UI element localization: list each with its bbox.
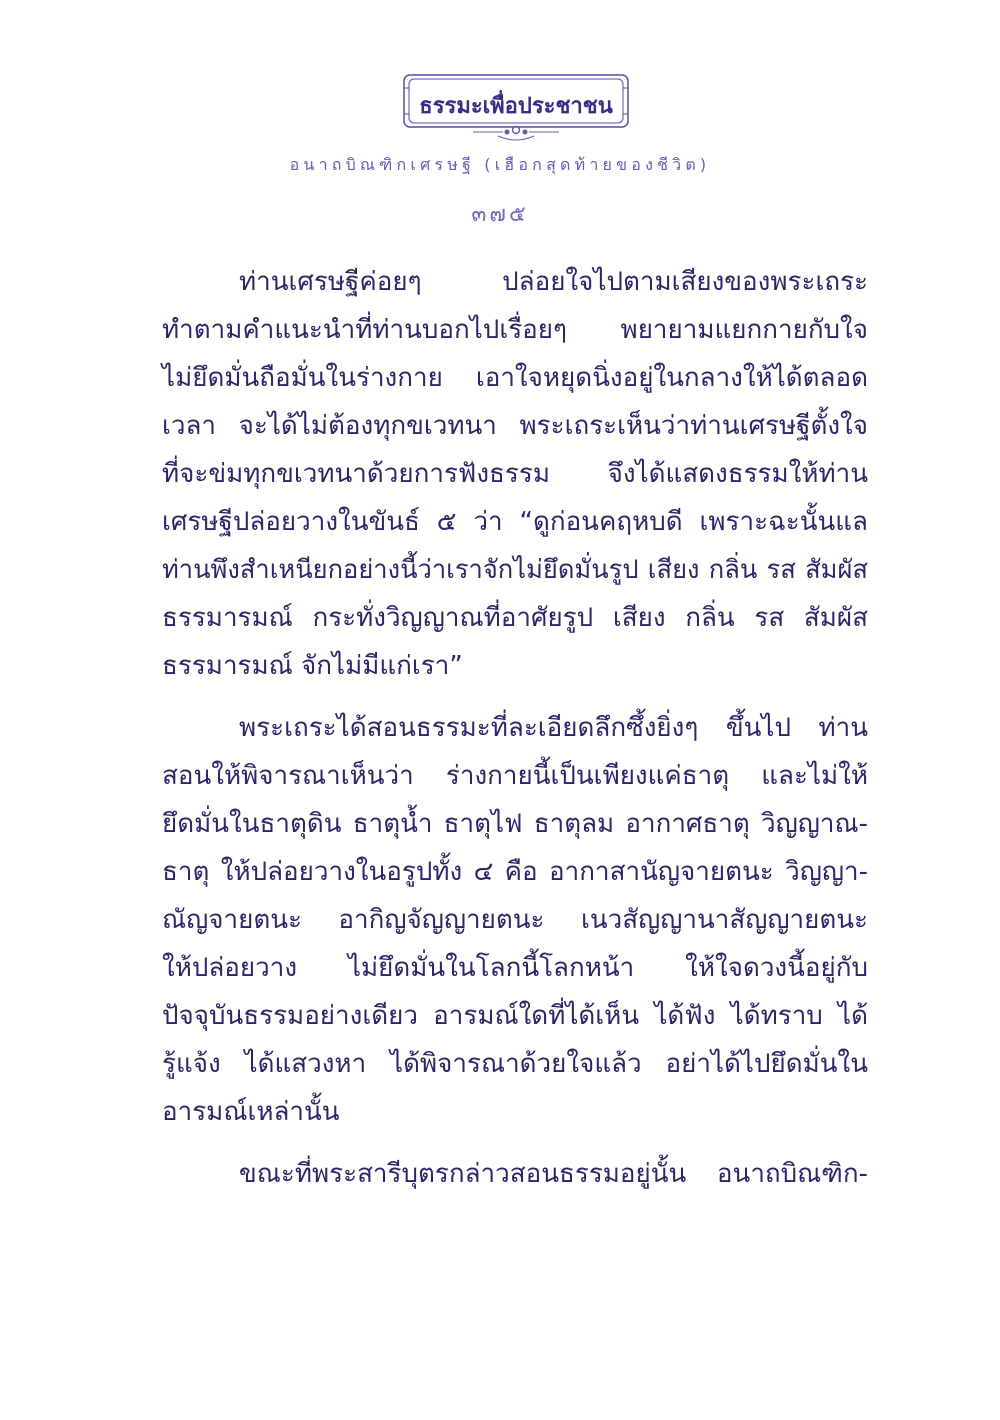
text-line: เศรษฐีปล่อยวางในขันธ์ ๕ ว่า “ดูก่อนคฤหบดี เพราะฉะนั้นแล [162,507,868,537]
paragraph-2 [162,704,868,1136]
text-line: ทำตามคำแนะนำที่ท่านบอกไปเรื่อยๆ พยายามแยกกายกับใจ [162,315,868,345]
text-line: ธาตุ ให้ปล่อยวางในอรูปทั้ง ๔ คือ อากาสานัญจายตนะ วิญญา- [162,857,868,887]
text-line: ณัญจายตนะ อากิญจัญญายตนะ เนวสัญญานาสัญญายตนะ [162,905,868,935]
text-line: ที่จะข่มทุกขเวทนาด้วยการฟังธรรม จึงได้แสดงธรรมให้ท่าน [162,459,868,489]
text-line: ไม่ยึดมั่นถือมั่นในร่างกาย เอาใจหยุดนิ่งอยู่ในกลางให้ได้ตลอด [162,363,868,393]
text-line: ธรรมารมณ์ จักไม่มีแก่เรา” [162,651,463,681]
text-line: ท่านพึงสำเหนียกอย่างนี้ว่าเราจักไม่ยึดมั่นรูป เสียง กลิ่น รส สัมผัส [162,555,868,585]
page-number: ๓๗๕ [471,202,529,227]
text-line: ท่านเศรษฐีค่อยๆ ปล่อยใจไปตามเสียงของพระเถระ [239,267,868,297]
text-line: สอนให้พิจารณาเห็นว่า ร่างกายนี้เป็นเพียงแค่ธาตุ และไม่ให้ [162,761,868,791]
text-line: ให้ปล่อยวาง ไม่ยึดมั่นในโลกนี้โลกหน้า ให้ใจดวงนี้อยู่กับ [162,953,868,983]
running-header: อนาถบิณฑิกเศรษฐี (เฮือกสุดท้ายของชีวิต) [289,155,711,174]
text-line: ยึดมั่นในธาตุดิน ธาตุน้ำ ธาตุไฟ ธาตุลม อากาศธาตุ วิญญาณ- [162,809,868,839]
text-line: ปัจจุบันธรรมอย่างเดียว อารมณ์ใดที่ได้เห็น ได้ฟัง ได้ทราบ ได้ [162,1001,868,1031]
paragraph-gap [162,690,868,704]
text-line: เวลา จะได้ไม่ต้องทุกขเวทนา พระเถระเห็นว่าท่านเศรษฐีตั้งใจ [162,411,868,441]
paragraph-1 [162,258,868,690]
header-logo [403,74,629,146]
paragraph-3 [162,1150,868,1198]
text-line: รู้แจ้ง ได้แสวงหา ได้พิจารณาด้วยใจแล้ว อย่าได้ไปยึดมั่นใน [162,1049,868,1079]
text-line: อารมณ์เหล่านั้น [162,1097,340,1127]
paragraph-gap [162,1136,868,1150]
text-line: พระเถระได้สอนธรรมะที่ละเอียดลึกซึ้งยิ่งๆ ขึ้นไป ท่าน [239,713,868,743]
body-text [162,258,868,1198]
logo-text: ธรรมะเพื่อประชาชน [419,93,613,119]
text-line: ขณะที่พระสารีบุตรกล่าวสอนธรรมอยู่นั้น อนาถบิณฑิก- [239,1159,868,1189]
text-line: ธรรมารมณ์ กระทั่งวิญญาณที่อาศัยรูป เสียง กลิ่น รส สัมผัส [162,603,868,633]
